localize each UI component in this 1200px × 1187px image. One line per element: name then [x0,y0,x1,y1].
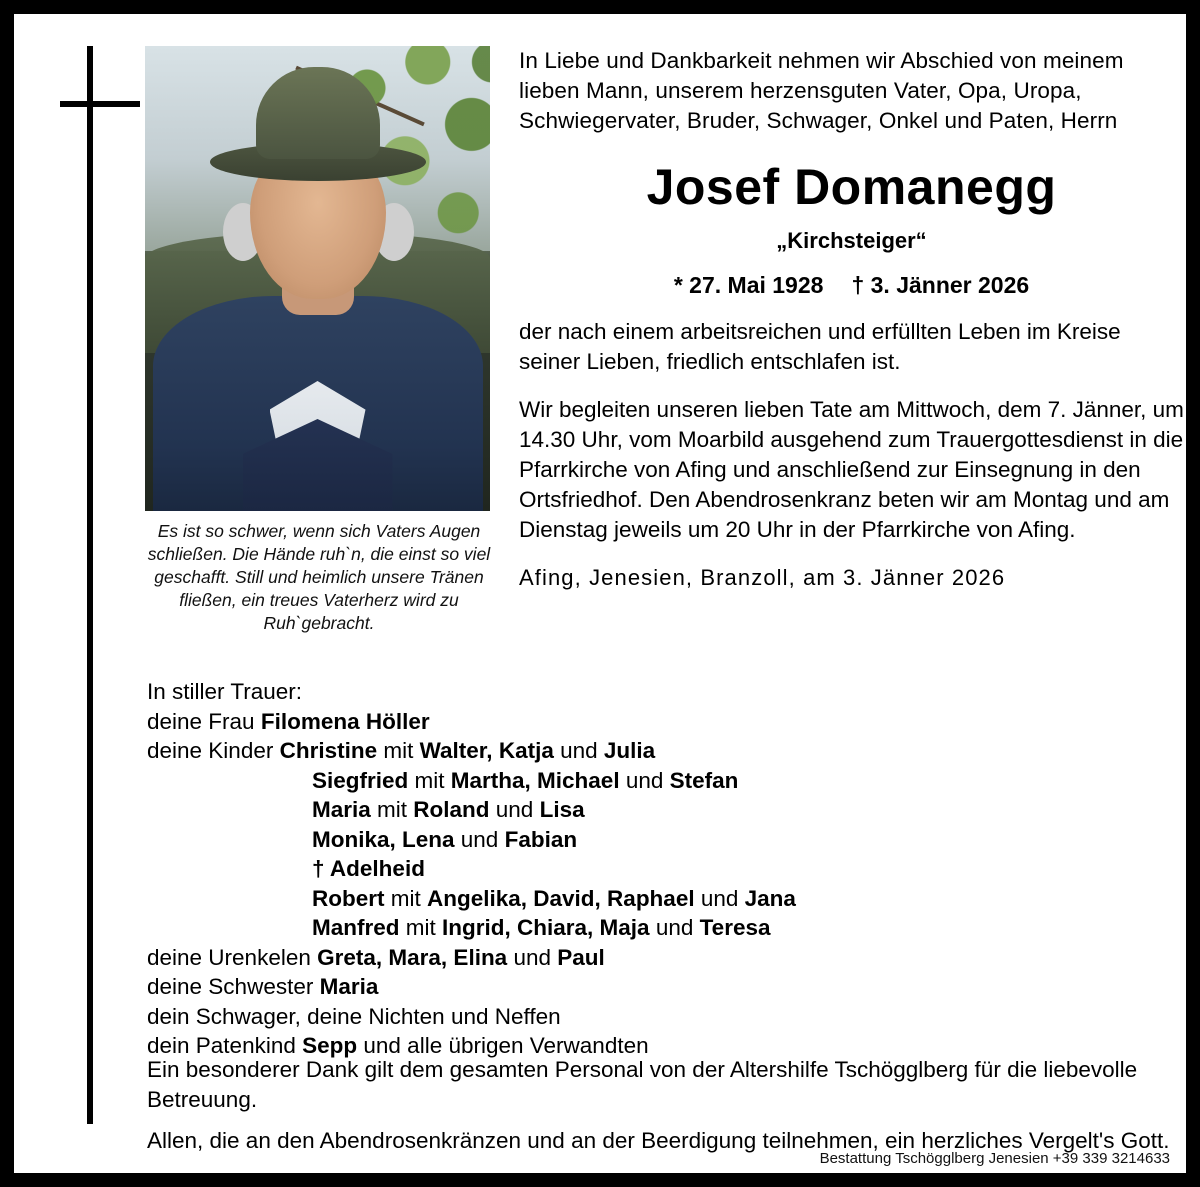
mourner-line: Monika, Lena und Fabian [312,826,578,852]
mourner-line: Siegfried mit Martha, Michael und Stefan [312,767,739,793]
intro-text: In Liebe und Dankbarkeit nehmen wir Abschied von meinem lieben Mann, unserem herzensguten Vater, Opa, Uropa, Schwiegervater, Bruder, Schwager, Onkel und Paten, Herrn [519,48,1124,133]
mourner-line: Manfred mit Ingrid, Chiara, Maja und Teresa [312,915,771,940]
memorial-poem: Es ist so schwer, wenn sich Vaters Augen schließen. Die Hände ruh`n, die einst so viel geschafft. Still und heimlich unsere Tränen fließen, ein treues Vaterherz wird zu Ruh`gebracht. [147,521,491,633]
cross-horizontal-bar [60,101,140,107]
photo-hat-crown [256,67,380,159]
thanks-section [147,1055,1187,1156]
mourner-line: † Adelheid [312,856,425,881]
mourner-line: dein Schwager, deine Nichten und Neffen [147,1003,561,1029]
mourner-line: deine Kinder Christine mit Walter, Katja und Julia [147,738,656,763]
photo-hat [210,61,426,181]
mourner-line: deine Frau Filomena Höller [147,708,430,734]
cross-icon [60,46,140,1126]
deceased-name: Josef Domanegg [646,159,1057,215]
mourners-heading: In stiller Trauer: [147,679,303,704]
funeral-home-footer: Bestattung Tschögglberg Jenesien +39 339 3214633 [819,1150,1170,1167]
portrait-photo [145,46,490,511]
obituary-main-text [519,46,1184,591]
cross-vertical-bar [87,46,93,1124]
mourner-line: deine Schwester Maria [147,974,379,999]
mourner-line: Maria mit Roland und Lisa [312,797,585,822]
obituary-inner [14,14,1186,1173]
mourners-list [147,677,1177,1061]
life-dates [519,272,1184,299]
birth-date: * 27. Mai 1928 [673,272,824,298]
places-and-date: Afing, Jenesien, Branzoll, am 3. Jänner 2026 [519,565,1006,590]
death-date: † 3. Jänner 2026 [851,272,1030,298]
paragraph-passing: der nach einem arbeitsreichen und erfüllten Leben im Kreise seiner Lieben, friedlich entschlafen ist. [519,319,1121,374]
deceased-nickname: „Kirchsteiger“ [776,228,927,253]
thanks-attendees: Allen, die an den Abendrosenkränzen und an der Beerdigung teilnehmen, ein herzliches Vergelt's Gott. [147,1128,1170,1153]
mourner-line: Robert mit Angelika, David, Raphael und Jana [312,885,796,911]
thanks-care-team: Ein besonderer Dank gilt dem gesamten Personal von der Altershilfe Tschögglberg für die liebevolle Betreuung. [147,1057,1138,1112]
portrait-photo-image [145,46,490,511]
mourner-line: dein Patenkind Sepp und alle übrigen Verwandten [147,1033,649,1058]
mourner-line: deine Urenkelen Greta, Mara, Elina und Paul [147,944,605,970]
paragraph-funeral: Wir begleiten unseren lieben Tate am Mittwoch, dem 7. Jänner, um 14.30 Uhr, vom Moarbild ausgehend zum Trauergottesdienst in die Pfarrkirche von Afing und anschließend zur Einsegnung in den Ortsfriedhof. Den Abendrosenkranz beten wir am Montag und am Dienstag jeweils um 20 Uhr in der Pfarrkirche von Afing. [519,397,1184,542]
